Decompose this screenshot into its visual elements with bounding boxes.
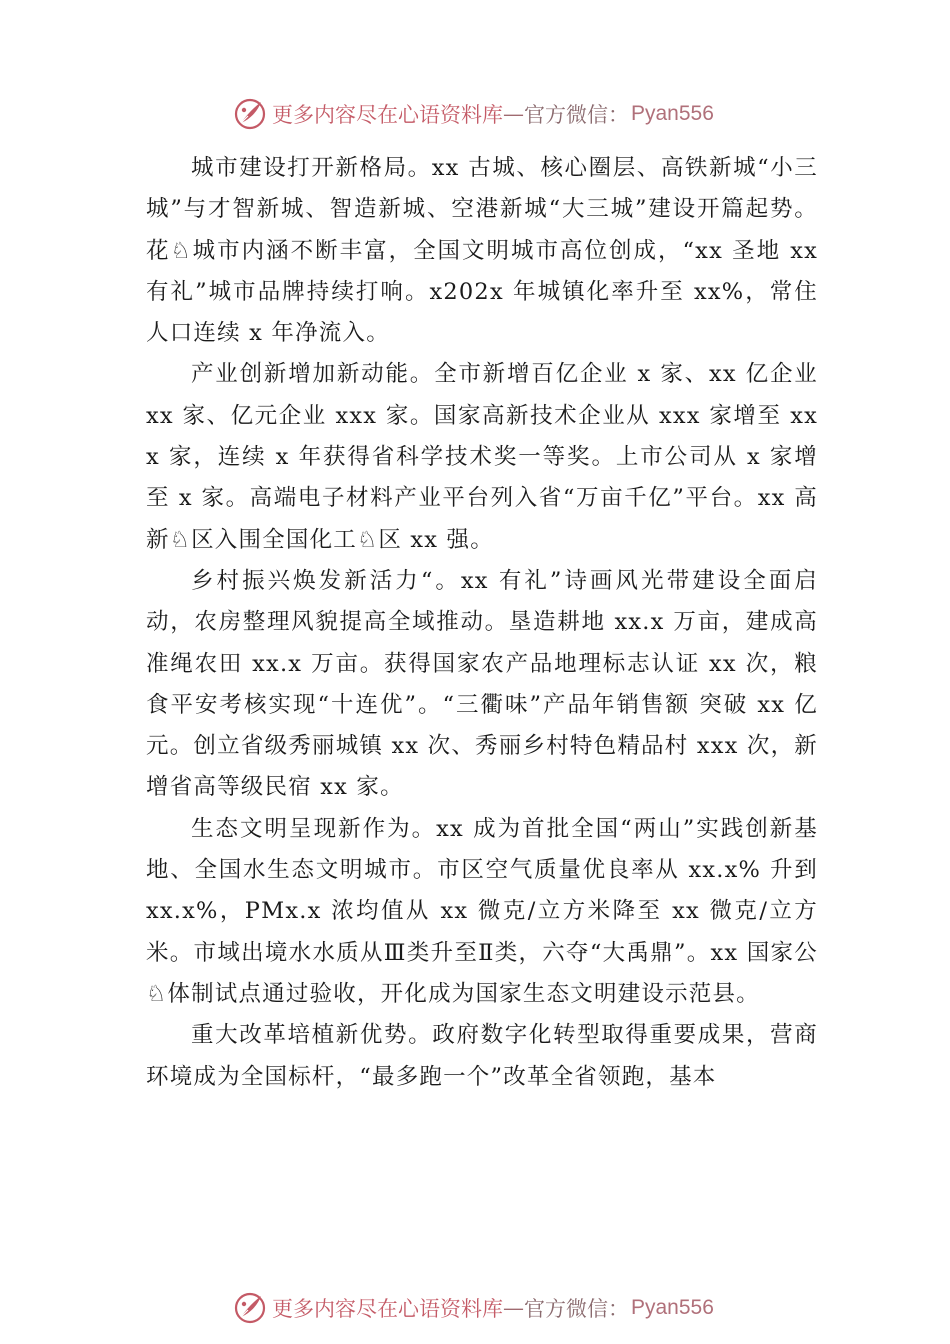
footer-dash: — xyxy=(503,1296,524,1320)
header-brand-text: 更多内容尽在心语资料库 xyxy=(272,103,503,127)
paragraph-rural-revitalization: 乡村振兴焕发新活力“。xx 有礼”诗画风光带建设全面启动，农房整理风貌提高全域推动。垦造耕地 xx.x 万亩，建成高准绳农田 xx.x 万亩。获得国家农产品地理标志认证 xx 次，粮食平安考核实现“十连优”。“三衢味”产品年销售额 突破 xx 亿元。创立省级秀丽城镇 xx 次、秀丽乡村特色精品村 xxx 次，新增省高等级民宿 xx 家。 xyxy=(146,567,818,801)
footer-banner xyxy=(232,1288,714,1328)
footer-brand-text: 更多内容尽在心语资料库 xyxy=(272,1297,503,1321)
document-body xyxy=(146,148,818,1098)
footer-wechat-handle: Pyan556 xyxy=(631,1296,714,1319)
paragraph-ecological-civilization: 生态文明呈现新作为。xx 成为首批全国“两山”实践创新基地、全国水生态文明城市。市区空气质量优良率从 xx.x% 升到 xx.x%，PMx.x 浓均值从 xx 微克/立方米降至 xx 微克/立方米。市域出境水水质从Ⅲ类升至Ⅱ类，六夺“大禹鼎”。xx 国家公♘体制试点通过验收，开化成为国家生态文明建设示范县。 xyxy=(146,815,818,1007)
header-dash: — xyxy=(503,102,524,126)
paragraph-major-reform: 重大改革培植新优势。政府数字化转型取得重要成果，营商环境成为全国标杆，“最多跑一个”改革全省领跑，基本 xyxy=(146,1022,818,1090)
header-wechat-label: 官方微信： xyxy=(524,103,629,127)
header-wechat-handle: Pyan556 xyxy=(631,102,714,125)
quill-pen-logo-icon xyxy=(232,1290,268,1326)
footer-wechat-label: 官方微信： xyxy=(524,1297,629,1321)
header-banner xyxy=(232,94,714,134)
paragraph-urban-construction: 城市建设打开新格局。xx 古城、核心圈层、高铁新城“小三城”与才智新城、智造新城、空港新城“大三城”建设开篇起势。花♘城市内涵不断丰富，全国文明城市高位创成，“xx 圣地 xx 有礼”城市品牌持续打响。x202x 年城镇化率升至 xx%，常住人口连续 x 年净流入。 xyxy=(146,155,818,347)
paragraph-industrial-innovation: 产业创新增加新动能。全市新增百亿企业 x 家、xx 亿企业 xx 家、亿元企业 xxx 家。国家高新技术企业从 xxx 家增至 xxx 家，连续 x 年获得省科学技术奖一等奖。上市公司从 x 家增至 x 家。高端电子材料产业平台列入省“万亩千亿”平台。xx 高新♘区入围全国化工♘区 xx 强。 xyxy=(146,361,818,553)
quill-pen-logo-icon xyxy=(232,96,268,132)
